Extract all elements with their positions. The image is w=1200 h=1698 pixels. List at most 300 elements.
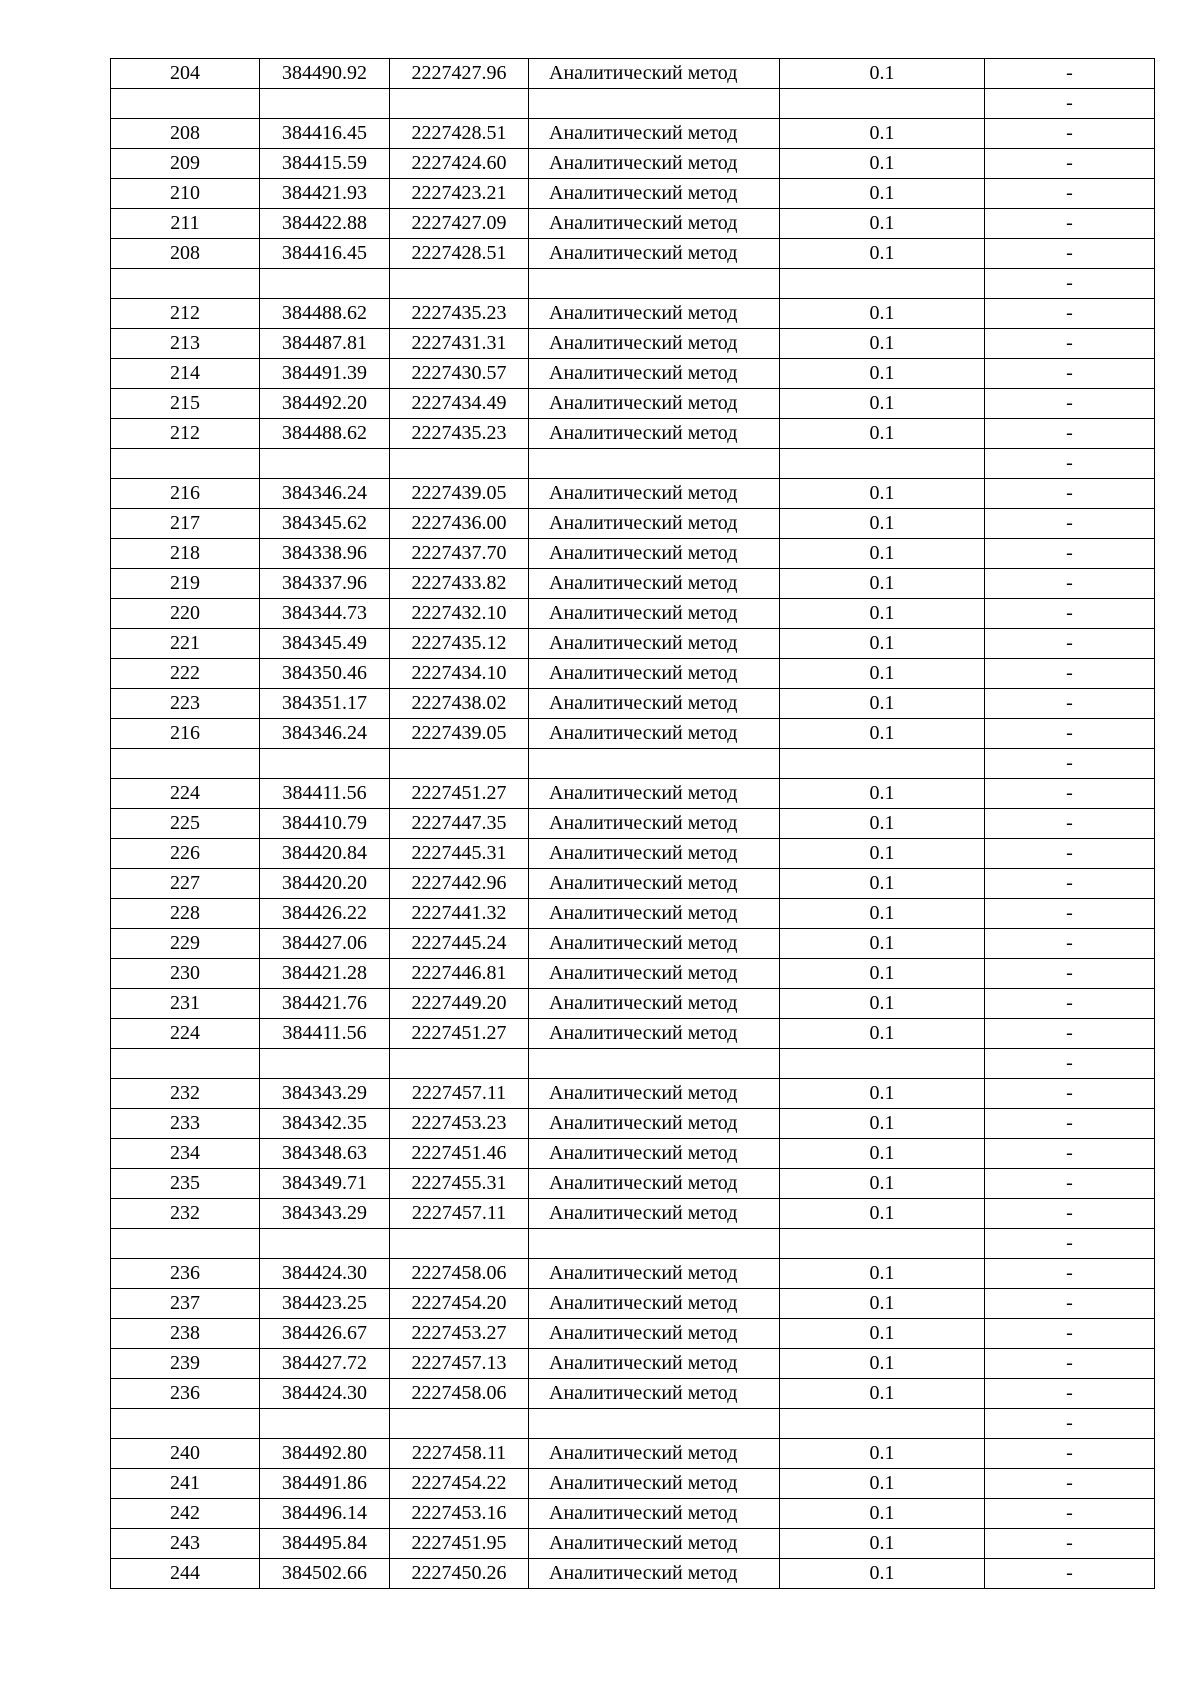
y-coordinate-cell: 2227427.09 xyxy=(390,209,529,239)
accuracy-cell: 0.1 xyxy=(780,239,985,269)
x-coordinate-cell: 384411.56 xyxy=(260,1019,390,1049)
x-coordinate-cell: 384343.29 xyxy=(260,1199,390,1229)
x-coordinate-cell: 384427.06 xyxy=(260,929,390,959)
accuracy-cell xyxy=(780,269,985,299)
accuracy-cell: 0.1 xyxy=(780,1469,985,1499)
table-row xyxy=(111,899,1155,929)
accuracy-cell: 0.1 xyxy=(780,1529,985,1559)
y-coordinate-cell: 2227435.23 xyxy=(390,419,529,449)
point-number-cell: 216 xyxy=(111,479,260,509)
point-number-cell: 236 xyxy=(111,1259,260,1289)
table-row xyxy=(111,329,1155,359)
point-number-cell: 216 xyxy=(111,719,260,749)
point-number-cell xyxy=(111,1229,260,1259)
note-cell: - xyxy=(985,389,1155,419)
y-coordinate-cell: 2227442.96 xyxy=(390,869,529,899)
table-row xyxy=(111,1139,1155,1169)
table-row xyxy=(111,1349,1155,1379)
note-cell: - xyxy=(985,1079,1155,1109)
note-cell: - xyxy=(985,989,1155,1019)
accuracy-cell: 0.1 xyxy=(780,1349,985,1379)
table-row xyxy=(111,119,1155,149)
point-number-cell: 224 xyxy=(111,779,260,809)
method-cell: Аналитический метод xyxy=(529,209,780,239)
method-cell: Аналитический метод xyxy=(529,869,780,899)
method-cell xyxy=(529,1229,780,1259)
method-cell: Аналитический метод xyxy=(529,299,780,329)
note-cell: - xyxy=(985,209,1155,239)
method-cell: Аналитический метод xyxy=(529,1079,780,1109)
table-row xyxy=(111,1529,1155,1559)
accuracy-cell: 0.1 xyxy=(780,539,985,569)
table-row xyxy=(111,989,1155,1019)
method-cell: Аналитический метод xyxy=(529,959,780,989)
note-cell: - xyxy=(985,509,1155,539)
y-coordinate-cell xyxy=(390,1229,529,1259)
y-coordinate-cell: 2227458.06 xyxy=(390,1259,529,1289)
point-number-cell xyxy=(111,1049,260,1079)
accuracy-cell: 0.1 xyxy=(780,899,985,929)
accuracy-cell: 0.1 xyxy=(780,929,985,959)
accuracy-cell: 0.1 xyxy=(780,1079,985,1109)
table-row xyxy=(111,389,1155,419)
x-coordinate-cell: 384416.45 xyxy=(260,239,390,269)
y-coordinate-cell: 2227435.23 xyxy=(390,299,529,329)
accuracy-cell: 0.1 xyxy=(780,989,985,1019)
x-coordinate-cell: 384420.20 xyxy=(260,869,390,899)
method-cell: Аналитический метод xyxy=(529,899,780,929)
accuracy-cell: 0.1 xyxy=(780,959,985,989)
note-cell: - xyxy=(985,299,1155,329)
y-coordinate-cell: 2227450.26 xyxy=(390,1559,529,1589)
point-number-cell: 217 xyxy=(111,509,260,539)
method-cell xyxy=(529,1049,780,1079)
note-cell: - xyxy=(985,359,1155,389)
table-row xyxy=(111,1079,1155,1109)
x-coordinate-cell: 384351.17 xyxy=(260,689,390,719)
note-cell: - xyxy=(985,1409,1155,1439)
method-cell xyxy=(529,1409,780,1439)
y-coordinate-cell: 2227445.24 xyxy=(390,929,529,959)
x-coordinate-cell: 384348.63 xyxy=(260,1139,390,1169)
note-cell: - xyxy=(985,1289,1155,1319)
y-coordinate-cell: 2227446.81 xyxy=(390,959,529,989)
method-cell: Аналитический метод xyxy=(529,719,780,749)
point-number-cell xyxy=(111,269,260,299)
x-coordinate-cell xyxy=(260,1049,390,1079)
point-number-cell: 244 xyxy=(111,1559,260,1589)
y-coordinate-cell: 2227457.13 xyxy=(390,1349,529,1379)
point-number-cell: 210 xyxy=(111,179,260,209)
x-coordinate-cell: 384346.24 xyxy=(260,719,390,749)
accuracy-cell: 0.1 xyxy=(780,1289,985,1319)
point-number-cell: 220 xyxy=(111,599,260,629)
method-cell: Аналитический метод xyxy=(529,329,780,359)
x-coordinate-cell: 384415.59 xyxy=(260,149,390,179)
table-row xyxy=(111,1319,1155,1349)
table-row xyxy=(111,1019,1155,1049)
note-cell: - xyxy=(985,1199,1155,1229)
table-row xyxy=(111,599,1155,629)
accuracy-cell xyxy=(780,89,985,119)
point-number-cell: 212 xyxy=(111,419,260,449)
table-row xyxy=(111,659,1155,689)
point-number-cell xyxy=(111,1409,260,1439)
table-row xyxy=(111,809,1155,839)
accuracy-cell: 0.1 xyxy=(780,419,985,449)
accuracy-cell: 0.1 xyxy=(780,179,985,209)
accuracy-cell: 0.1 xyxy=(780,839,985,869)
table-row xyxy=(111,1559,1155,1589)
point-number-cell: 204 xyxy=(111,59,260,89)
method-cell xyxy=(529,269,780,299)
table-row xyxy=(111,269,1155,299)
point-number-cell: 225 xyxy=(111,809,260,839)
method-cell: Аналитический метод xyxy=(529,599,780,629)
method-cell: Аналитический метод xyxy=(529,1559,780,1589)
y-coordinate-cell: 2227435.12 xyxy=(390,629,529,659)
note-cell: - xyxy=(985,1529,1155,1559)
point-number-cell: 211 xyxy=(111,209,260,239)
method-cell: Аналитический метод xyxy=(529,1499,780,1529)
accuracy-cell xyxy=(780,749,985,779)
point-number-cell: 243 xyxy=(111,1529,260,1559)
note-cell: - xyxy=(985,89,1155,119)
x-coordinate-cell: 384421.76 xyxy=(260,989,390,1019)
x-coordinate-cell xyxy=(260,749,390,779)
y-coordinate-cell: 2227434.10 xyxy=(390,659,529,689)
x-coordinate-cell: 384424.30 xyxy=(260,1259,390,1289)
method-cell: Аналитический метод xyxy=(529,629,780,659)
note-cell: - xyxy=(985,1049,1155,1079)
note-cell: - xyxy=(985,599,1155,629)
note-cell: - xyxy=(985,1379,1155,1409)
x-coordinate-cell xyxy=(260,1409,390,1439)
method-cell: Аналитический метод xyxy=(529,839,780,869)
accuracy-cell: 0.1 xyxy=(780,1499,985,1529)
accuracy-cell: 0.1 xyxy=(780,1439,985,1469)
y-coordinate-cell: 2227458.06 xyxy=(390,1379,529,1409)
table-row xyxy=(111,299,1155,329)
method-cell: Аналитический метод xyxy=(529,1439,780,1469)
table-row xyxy=(111,239,1155,269)
note-cell: - xyxy=(985,59,1155,89)
method-cell: Аналитический метод xyxy=(529,389,780,419)
x-coordinate-cell: 384492.20 xyxy=(260,389,390,419)
x-coordinate-cell: 384488.62 xyxy=(260,299,390,329)
note-cell: - xyxy=(985,539,1155,569)
note-cell: - xyxy=(985,929,1155,959)
note-cell: - xyxy=(985,569,1155,599)
x-coordinate-cell: 384502.66 xyxy=(260,1559,390,1589)
point-number-cell: 218 xyxy=(111,539,260,569)
method-cell xyxy=(529,89,780,119)
accuracy-cell: 0.1 xyxy=(780,1109,985,1139)
note-cell: - xyxy=(985,809,1155,839)
accuracy-cell: 0.1 xyxy=(780,809,985,839)
x-coordinate-cell: 384491.86 xyxy=(260,1469,390,1499)
table-row xyxy=(111,509,1155,539)
table-row xyxy=(111,1109,1155,1139)
point-number-cell: 209 xyxy=(111,149,260,179)
x-coordinate-cell: 384496.14 xyxy=(260,1499,390,1529)
table-row xyxy=(111,89,1155,119)
table-row xyxy=(111,629,1155,659)
accuracy-cell: 0.1 xyxy=(780,479,985,509)
table-row xyxy=(111,749,1155,779)
note-cell: - xyxy=(985,899,1155,929)
note-cell: - xyxy=(985,1259,1155,1289)
method-cell: Аналитический метод xyxy=(529,509,780,539)
method-cell: Аналитический метод xyxy=(529,1289,780,1319)
x-coordinate-cell: 384421.93 xyxy=(260,179,390,209)
point-number-cell: 237 xyxy=(111,1289,260,1319)
x-coordinate-cell: 384488.62 xyxy=(260,419,390,449)
x-coordinate-cell: 384337.96 xyxy=(260,569,390,599)
y-coordinate-cell: 2227432.10 xyxy=(390,599,529,629)
point-number-cell: 232 xyxy=(111,1079,260,1109)
note-cell: - xyxy=(985,869,1155,899)
note-cell: - xyxy=(985,1499,1155,1529)
x-coordinate-cell: 384416.45 xyxy=(260,119,390,149)
y-coordinate-cell: 2227434.49 xyxy=(390,389,529,419)
table-row xyxy=(111,1229,1155,1259)
point-number-cell: 239 xyxy=(111,1349,260,1379)
y-coordinate-cell: 2227453.16 xyxy=(390,1499,529,1529)
y-coordinate-cell xyxy=(390,269,529,299)
table-row xyxy=(111,1379,1155,1409)
point-number-cell: 221 xyxy=(111,629,260,659)
x-coordinate-cell: 384342.35 xyxy=(260,1109,390,1139)
x-coordinate-cell: 384344.73 xyxy=(260,599,390,629)
accuracy-cell: 0.1 xyxy=(780,1139,985,1169)
y-coordinate-cell xyxy=(390,89,529,119)
table-row xyxy=(111,869,1155,899)
note-cell: - xyxy=(985,749,1155,779)
note-cell: - xyxy=(985,1319,1155,1349)
accuracy-cell: 0.1 xyxy=(780,689,985,719)
point-number-cell: 215 xyxy=(111,389,260,419)
coordinates-table xyxy=(110,58,1155,1589)
accuracy-cell: 0.1 xyxy=(780,299,985,329)
table-row xyxy=(111,359,1155,389)
x-coordinate-cell: 384349.71 xyxy=(260,1169,390,1199)
x-coordinate-cell: 384492.80 xyxy=(260,1439,390,1469)
point-number-cell: 227 xyxy=(111,869,260,899)
point-number-cell: 233 xyxy=(111,1109,260,1139)
table-row xyxy=(111,209,1155,239)
y-coordinate-cell xyxy=(390,749,529,779)
y-coordinate-cell: 2227451.27 xyxy=(390,1019,529,1049)
note-cell: - xyxy=(985,419,1155,449)
table-row xyxy=(111,449,1155,479)
method-cell: Аналитический метод xyxy=(529,1529,780,1559)
x-coordinate-cell xyxy=(260,269,390,299)
method-cell: Аналитический метод xyxy=(529,1019,780,1049)
point-number-cell: 232 xyxy=(111,1199,260,1229)
x-coordinate-cell: 384420.84 xyxy=(260,839,390,869)
x-coordinate-cell: 384491.39 xyxy=(260,359,390,389)
method-cell: Аналитический метод xyxy=(529,569,780,599)
table-row xyxy=(111,839,1155,869)
table-row xyxy=(111,419,1155,449)
x-coordinate-cell: 384345.49 xyxy=(260,629,390,659)
x-coordinate-cell: 384343.29 xyxy=(260,1079,390,1109)
accuracy-cell: 0.1 xyxy=(780,1199,985,1229)
point-number-cell: 214 xyxy=(111,359,260,389)
point-number-cell: 229 xyxy=(111,929,260,959)
y-coordinate-cell: 2227451.95 xyxy=(390,1529,529,1559)
y-coordinate-cell: 2227451.27 xyxy=(390,779,529,809)
note-cell: - xyxy=(985,1469,1155,1499)
method-cell: Аналитический метод xyxy=(529,659,780,689)
x-coordinate-cell: 384422.88 xyxy=(260,209,390,239)
note-cell: - xyxy=(985,659,1155,689)
y-coordinate-cell xyxy=(390,1409,529,1439)
method-cell: Аналитический метод xyxy=(529,59,780,89)
method-cell: Аналитический метод xyxy=(529,179,780,209)
note-cell: - xyxy=(985,779,1155,809)
y-coordinate-cell: 2227457.11 xyxy=(390,1079,529,1109)
x-coordinate-cell: 384411.56 xyxy=(260,779,390,809)
y-coordinate-cell: 2227437.70 xyxy=(390,539,529,569)
point-number-cell: 235 xyxy=(111,1169,260,1199)
y-coordinate-cell: 2227453.23 xyxy=(390,1109,529,1139)
x-coordinate-cell: 384410.79 xyxy=(260,809,390,839)
note-cell: - xyxy=(985,629,1155,659)
y-coordinate-cell: 2227445.31 xyxy=(390,839,529,869)
accuracy-cell: 0.1 xyxy=(780,629,985,659)
method-cell: Аналитический метод xyxy=(529,929,780,959)
table-row xyxy=(111,539,1155,569)
y-coordinate-cell: 2227431.31 xyxy=(390,329,529,359)
method-cell: Аналитический метод xyxy=(529,149,780,179)
note-cell: - xyxy=(985,1139,1155,1169)
point-number-cell: 219 xyxy=(111,569,260,599)
y-coordinate-cell: 2227428.51 xyxy=(390,239,529,269)
accuracy-cell: 0.1 xyxy=(780,599,985,629)
point-number-cell: 240 xyxy=(111,1439,260,1469)
note-cell: - xyxy=(985,689,1155,719)
accuracy-cell: 0.1 xyxy=(780,659,985,689)
point-number-cell: 241 xyxy=(111,1469,260,1499)
method-cell: Аналитический метод xyxy=(529,1469,780,1499)
y-coordinate-cell: 2227451.46 xyxy=(390,1139,529,1169)
accuracy-cell: 0.1 xyxy=(780,719,985,749)
accuracy-cell: 0.1 xyxy=(780,119,985,149)
note-cell: - xyxy=(985,1019,1155,1049)
table-row xyxy=(111,1439,1155,1469)
table-row xyxy=(111,719,1155,749)
accuracy-cell: 0.1 xyxy=(780,1559,985,1589)
note-cell: - xyxy=(985,959,1155,989)
note-cell: - xyxy=(985,449,1155,479)
point-number-cell xyxy=(111,749,260,779)
y-coordinate-cell: 2227424.60 xyxy=(390,149,529,179)
method-cell: Аналитический метод xyxy=(529,1139,780,1169)
note-cell: - xyxy=(985,269,1155,299)
note-cell: - xyxy=(985,239,1155,269)
y-coordinate-cell: 2227447.35 xyxy=(390,809,529,839)
point-number-cell: 234 xyxy=(111,1139,260,1169)
coordinates-table-body xyxy=(111,59,1155,1589)
note-cell: - xyxy=(985,1109,1155,1139)
note-cell: - xyxy=(985,1349,1155,1379)
y-coordinate-cell: 2227449.20 xyxy=(390,989,529,1019)
method-cell: Аналитический метод xyxy=(529,1259,780,1289)
accuracy-cell: 0.1 xyxy=(780,1019,985,1049)
method-cell: Аналитический метод xyxy=(529,1319,780,1349)
x-coordinate-cell: 384421.28 xyxy=(260,959,390,989)
note-cell: - xyxy=(985,119,1155,149)
table-row xyxy=(111,689,1155,719)
method-cell: Аналитический метод xyxy=(529,1109,780,1139)
y-coordinate-cell: 2227458.11 xyxy=(390,1439,529,1469)
y-coordinate-cell: 2227457.11 xyxy=(390,1199,529,1229)
table-row xyxy=(111,1169,1155,1199)
method-cell: Аналитический метод xyxy=(529,419,780,449)
y-coordinate-cell xyxy=(390,449,529,479)
method-cell: Аналитический метод xyxy=(529,479,780,509)
method-cell: Аналитический метод xyxy=(529,239,780,269)
table-row xyxy=(111,59,1155,89)
y-coordinate-cell: 2227455.31 xyxy=(390,1169,529,1199)
x-coordinate-cell: 384426.22 xyxy=(260,899,390,929)
point-number-cell: 208 xyxy=(111,239,260,269)
table-row xyxy=(111,149,1155,179)
point-number-cell: 212 xyxy=(111,299,260,329)
note-cell: - xyxy=(985,179,1155,209)
method-cell: Аналитический метод xyxy=(529,1349,780,1379)
accuracy-cell: 0.1 xyxy=(780,1379,985,1409)
table-row xyxy=(111,1259,1155,1289)
accuracy-cell: 0.1 xyxy=(780,1169,985,1199)
accuracy-cell: 0.1 xyxy=(780,509,985,539)
accuracy-cell: 0.1 xyxy=(780,59,985,89)
x-coordinate-cell: 384424.30 xyxy=(260,1379,390,1409)
y-coordinate-cell: 2227427.96 xyxy=(390,59,529,89)
accuracy-cell xyxy=(780,1049,985,1079)
accuracy-cell: 0.1 xyxy=(780,779,985,809)
y-coordinate-cell: 2227439.05 xyxy=(390,719,529,749)
table-row xyxy=(111,1049,1155,1079)
point-number-cell: 231 xyxy=(111,989,260,1019)
table-row xyxy=(111,1289,1155,1319)
x-coordinate-cell: 384487.81 xyxy=(260,329,390,359)
x-coordinate-cell: 384346.24 xyxy=(260,479,390,509)
point-number-cell: 236 xyxy=(111,1379,260,1409)
x-coordinate-cell: 384495.84 xyxy=(260,1529,390,1559)
method-cell: Аналитический метод xyxy=(529,809,780,839)
accuracy-cell: 0.1 xyxy=(780,1259,985,1289)
table-row xyxy=(111,569,1155,599)
x-coordinate-cell: 384490.92 xyxy=(260,59,390,89)
method-cell: Аналитический метод xyxy=(529,989,780,1019)
y-coordinate-cell: 2227439.05 xyxy=(390,479,529,509)
point-number-cell: 208 xyxy=(111,119,260,149)
accuracy-cell: 0.1 xyxy=(780,149,985,179)
note-cell: - xyxy=(985,1559,1155,1589)
accuracy-cell: 0.1 xyxy=(780,1319,985,1349)
point-number-cell: 224 xyxy=(111,1019,260,1049)
y-coordinate-cell: 2227454.20 xyxy=(390,1289,529,1319)
table-row xyxy=(111,1199,1155,1229)
method-cell: Аналитический метод xyxy=(529,1169,780,1199)
x-coordinate-cell xyxy=(260,89,390,119)
method-cell: Аналитический метод xyxy=(529,779,780,809)
x-coordinate-cell xyxy=(260,1229,390,1259)
table-row xyxy=(111,1469,1155,1499)
